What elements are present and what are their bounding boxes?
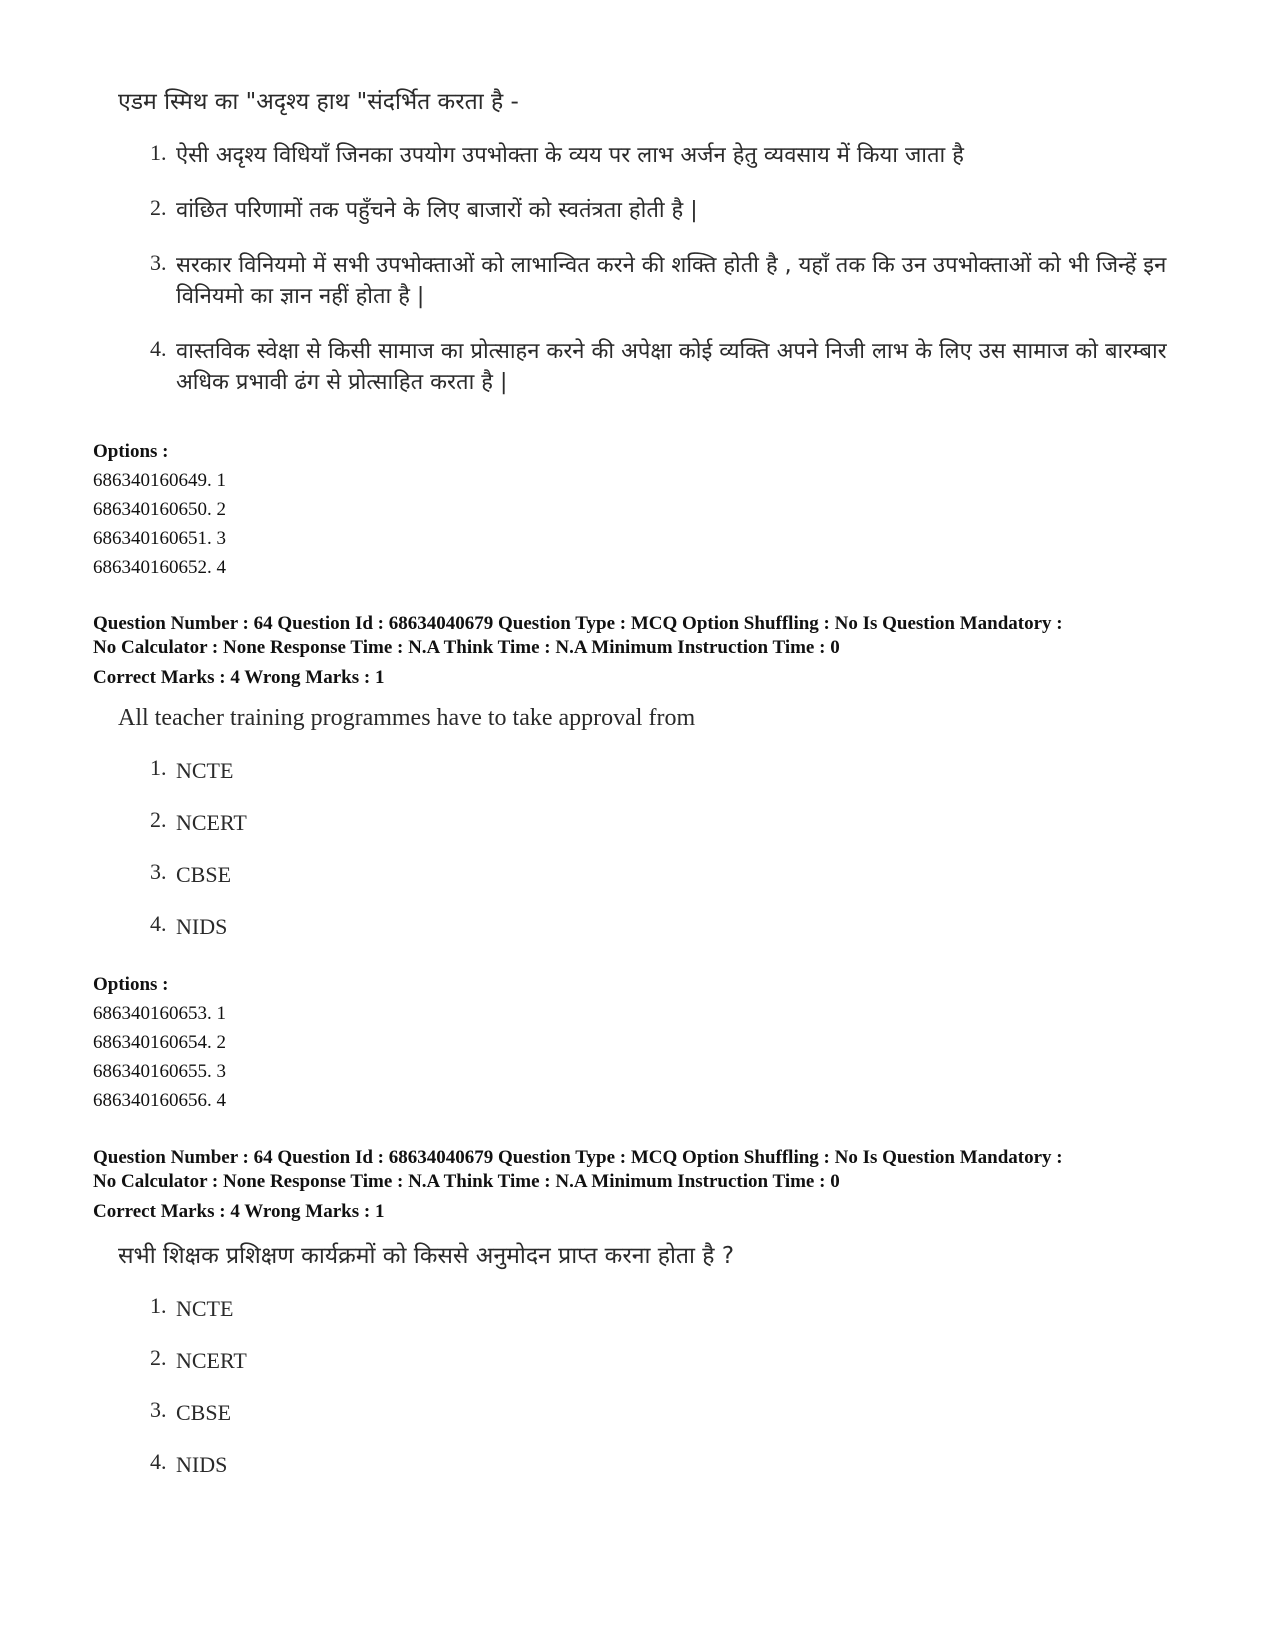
choice-item [150, 807, 1198, 838]
choice-item [150, 1293, 1198, 1324]
meta-line: Question Number : 64 Question Id : 68634040679 Question Type : MCQ Option Shuffling : No Is Question Mandatory : [93, 613, 1063, 634]
meta-line: Question Number : 64 Question Id : 68634040679 Question Type : MCQ Option Shuffling : No Is Question Mandatory : [93, 1147, 1063, 1168]
choice-number: 2. [150, 195, 167, 220]
meta-line: No Calculator : None Response Time : N.A Think Time : N.A Minimum Instruction Time : 0 [93, 637, 840, 658]
option-id: 686340160650. 2 [93, 499, 226, 520]
option-id: 686340160652. 4 [93, 557, 226, 578]
option-id: 686340160653. 1 [93, 1003, 226, 1024]
choice-item [150, 859, 1198, 890]
choice-number: 1. [150, 1293, 167, 1318]
option-id: 686340160655. 3 [93, 1061, 226, 1082]
choice-text: NCERT [176, 810, 247, 835]
question-image-1 [118, 86, 1198, 398]
question-image-2 [118, 702, 1198, 942]
choice-item [150, 336, 1198, 398]
choice-list [118, 755, 1198, 942]
meta-line: No Calculator : None Response Time : N.A Think Time : N.A Minimum Instruction Time : 0 [93, 1171, 840, 1192]
option-id: 686340160649. 1 [93, 470, 226, 491]
choice-item [150, 1345, 1198, 1376]
question-image-3 [118, 1240, 1198, 1480]
choice-list [118, 140, 1198, 398]
options-label: Options : [93, 974, 169, 995]
option-id: 686340160656. 4 [93, 1090, 226, 1111]
choice-number: 4. [150, 336, 167, 361]
choice-item [150, 1449, 1198, 1480]
choice-text: वांछित परिणामों तक पहुँचने के लिए बाजारों को स्वतंत्रता होती है | [176, 198, 698, 223]
choice-number: 2. [150, 1345, 167, 1370]
choice-text: NCERT [176, 1348, 247, 1373]
choice-item [150, 911, 1198, 942]
options-label: Options : [93, 441, 169, 462]
options-block-2 [93, 970, 226, 1115]
choice-number: 1. [150, 755, 167, 780]
choice-text: NIDS [176, 1452, 228, 1477]
choice-item [150, 195, 1198, 226]
question-meta-1 [93, 612, 1203, 690]
option-id: 686340160654. 2 [93, 1032, 226, 1053]
choice-item [150, 1397, 1198, 1428]
question-stem: एडम स्मिथ का "अदृश्य हाथ "संदर्भित करता है - [118, 89, 519, 115]
question-meta-2 [93, 1146, 1203, 1224]
choice-text: NIDS [176, 914, 228, 939]
choice-text: CBSE [176, 1400, 232, 1425]
choice-text: ऐसी अदृश्य विधियाँ जिनका उपयोग उपभोक्ता के व्यय पर लाभ अर्जन हेतु व्यवसाय में किया जाता है [176, 143, 964, 168]
marks-line: Correct Marks : 4 Wrong Marks : 1 [93, 667, 385, 688]
choice-text: NCTE [176, 758, 234, 783]
choice-text: वास्तविक स्वेक्षा से किसी सामाज का प्रोत्साहन करने की अपेक्षा कोई व्यक्ति अपने निजी लाभ के लिए उस सामाज को बारम्बार अधिक प्रभावी ढंग से प्रोत्साहित करता है | [176, 339, 1167, 395]
choice-list [118, 1293, 1198, 1480]
choice-number: 3. [150, 1397, 167, 1422]
choice-number: 4. [150, 911, 167, 936]
choice-number: 2. [150, 807, 167, 832]
choice-item [150, 250, 1198, 312]
choice-item [150, 755, 1198, 786]
question-stem: All teacher training programmes have to take approval from [118, 705, 696, 731]
choice-number: 3. [150, 859, 167, 884]
choice-number: 3. [150, 250, 167, 275]
options-block-1 [93, 437, 226, 582]
question-stem: सभी शिक्षक प्रशिक्षण कार्यक्रमों को किससे अनुमोदन प्राप्त करना होता है ? [118, 1243, 735, 1269]
option-id: 686340160651. 3 [93, 528, 226, 549]
choice-number: 4. [150, 1449, 167, 1474]
choice-text: CBSE [176, 862, 232, 887]
choice-text: NCTE [176, 1296, 234, 1321]
choice-item [150, 140, 1198, 171]
choice-text: सरकार विनियमो में सभी उपभोक्ताओं को लाभान्वित करने की शक्ति होती है , यहाँ तक कि उन उपभोक्ताओं को भी जिन्हें इन विनियमो का ज्ञान नहीं होता है | [176, 253, 1167, 309]
choice-number: 1. [150, 140, 167, 165]
marks-line: Correct Marks : 4 Wrong Marks : 1 [93, 1201, 385, 1222]
